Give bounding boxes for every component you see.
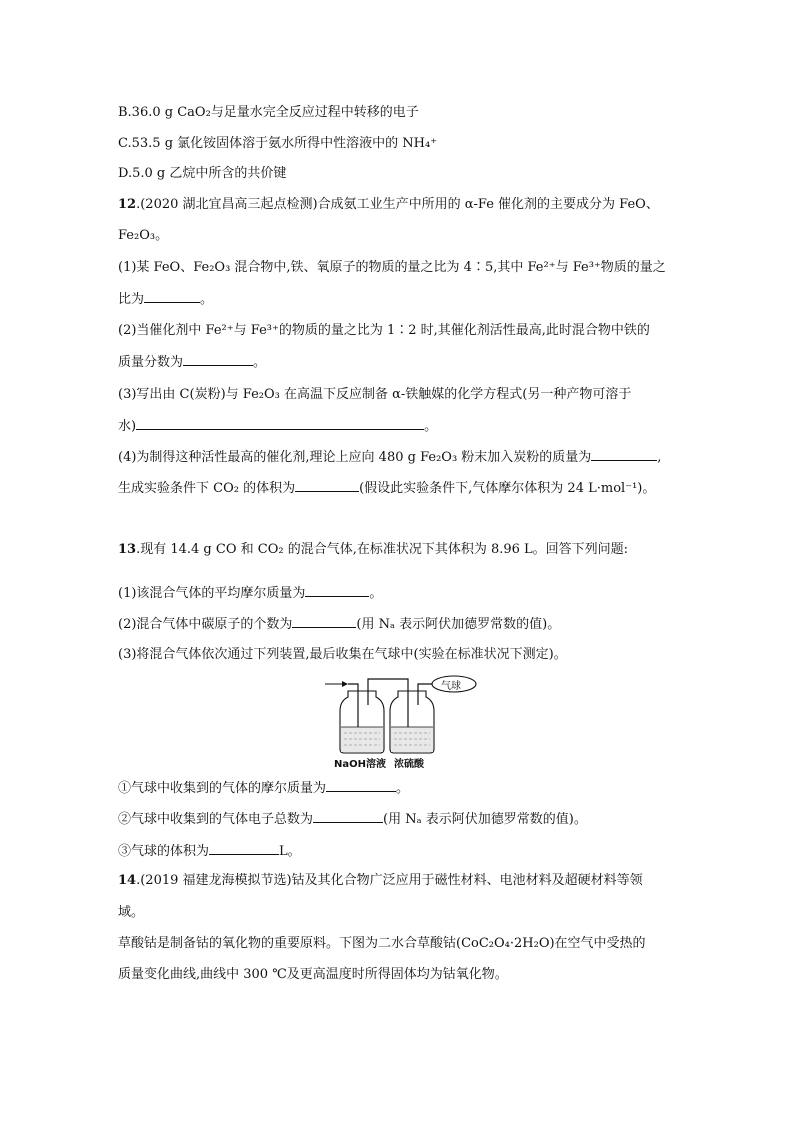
answer-blank[interactable] <box>591 448 657 461</box>
answer-blank[interactable] <box>295 479 359 492</box>
answer-blank[interactable] <box>144 290 200 303</box>
q12-part3-answer-line <box>118 417 437 436</box>
q13-sub2 <box>118 810 587 829</box>
answer-blank[interactable] <box>313 810 383 823</box>
question-number: 14 <box>118 873 137 888</box>
q14-intro-text: .(2019 福建龙海模拟节选)钴及其化合物广泛应用于磁性材料、电池材料及超硬材料等领 <box>136 873 643 888</box>
q12-part4-text: (4)为制得这种活性最高的催化剂,理论上应向 480 g Fe₂O₃ 粉末加入炭粉的质量为 <box>118 450 592 465</box>
q14-paragraph-2: 质量变化曲线,曲线中 300 ℃及更高温度时所得固体均为钴氧化物。 <box>118 967 508 982</box>
q12-part1: (1)某 FeO、Fe₂O₃ 混合物中,铁、氧原子的物质的量之比为 4∶5,其中 Fe²⁺与 Fe³⁺物质的量之 <box>118 260 666 275</box>
q13-sub3-text: ③气球的体积为 <box>118 844 210 859</box>
q13-part2-text: (2)混合气体中碳原子的个数为 <box>118 617 293 632</box>
punctuation: 。 <box>253 355 267 370</box>
liquid-sulfuric-acid <box>391 727 433 752</box>
q13-intro <box>118 541 628 559</box>
arrow-head-icon <box>342 681 348 687</box>
option-c: C.53.5 g 氯化铵固体溶于氨水所得中性溶液中的 NH₄⁺ <box>118 136 438 151</box>
option-b: B.36.0 g CaO₂与足量水完全反应过程中转移的电子 <box>118 105 419 120</box>
q13-sub1-text: ①气球中收集到的气体的摩尔质量为 <box>118 781 327 796</box>
punctuation: 。 <box>424 419 438 434</box>
q13-sub2-text: ②气球中收集到的气体电子总数为 <box>118 812 314 827</box>
q13-part1 <box>118 584 382 603</box>
q13-sub1 <box>118 779 409 798</box>
q12-intro-text: .(2020 湖北宜昌高三起点检测)合成氨工业生产中所用的 α-Fe 催化剂的主要成分为 FeO、 <box>136 197 659 212</box>
gas-washing-apparatus <box>320 675 490 770</box>
answer-blank[interactable] <box>292 615 356 628</box>
answer-blank[interactable] <box>136 417 424 430</box>
q12-part2: (2)当催化剂中 Fe²⁺与 Fe³⁺的物质的量之比为 1∶2 时,其催化剂活性最高,此时混合物中铁的 <box>118 323 650 338</box>
q12-intro <box>118 196 659 214</box>
q14-intro <box>118 872 643 890</box>
q12-part4-cont <box>118 479 655 498</box>
apparatus-drawing <box>320 675 490 755</box>
answer-blank[interactable] <box>183 353 253 366</box>
q14-paragraph-1: 草酸钴是制备钴的氧化物的重要原料。下图为二水合草酸钴(CoC₂O₄·2H₂O)在空气中受热的 <box>118 936 646 951</box>
question-number: 12 <box>118 197 137 212</box>
punctuation: 。 <box>396 781 410 796</box>
liquid-naoh <box>341 727 383 752</box>
q12-part4-text-2: 生成实验条件下 CO₂ 的体积为 <box>118 481 296 496</box>
answer-blank[interactable] <box>209 842 279 855</box>
punctuation: , <box>657 450 662 465</box>
q13-sub3 <box>118 842 301 861</box>
naoh-solution-label: NaOH溶液 <box>334 759 386 770</box>
q13-part3: (3)将混合气体依次通过下列装置,最后收集在气球中(实验在标准状况下测定)。 <box>118 647 567 662</box>
q12-part2-answer-line <box>118 353 266 372</box>
q13-part2-text-2: (用 Nₐ 表示阿伏加德罗常数的值)。 <box>356 617 561 632</box>
outlet-tube <box>418 684 432 705</box>
q12-part1-answer-line <box>118 290 213 309</box>
q14-intro-cont: 域。 <box>118 905 145 920</box>
answer-blank[interactable] <box>326 779 396 792</box>
balloon-label: 气球 <box>441 681 461 692</box>
punctuation: 。 <box>200 292 214 307</box>
sulfuric-acid-label: 浓硫酸 <box>394 759 424 770</box>
q12-part3: (3)写出由 C(炭粉)与 Fe₂O₃ 在高温下反应制备 α-铁触媒的化学方程式(另一种产物可溶于 <box>118 387 632 402</box>
q13-part2 <box>118 615 560 634</box>
q13-part1-text: (1)该混合气体的平均摩尔质量为 <box>118 586 306 601</box>
q12-intro-cont: Fe₂O₃。 <box>118 228 169 243</box>
punctuation: 。 <box>369 586 383 601</box>
question-number: 13 <box>118 542 137 557</box>
q12-part3-text: 水) <box>118 419 137 434</box>
q13-sub3-unit: L。 <box>279 844 301 859</box>
answer-blank[interactable] <box>305 584 369 597</box>
q13-sub2-text-2: (用 Nₐ 表示阿伏加德罗常数的值)。 <box>383 812 587 827</box>
q12-part1-text: 比为 <box>118 292 145 307</box>
option-d: D.5.0 g 乙烷中所含的共价键 <box>118 166 287 181</box>
q12-part4 <box>118 448 661 467</box>
q12-part2-text: 质量分数为 <box>118 355 184 370</box>
q13-intro-text: .现有 14.4 g CO 和 CO₂ 的混合气体,在标准状况下其体积为 8.96 L。回答下列问题: <box>136 542 629 557</box>
q12-part4-text-3: (假设此实验条件下,气体摩尔体积为 24 L·mol⁻¹)。 <box>359 481 656 496</box>
